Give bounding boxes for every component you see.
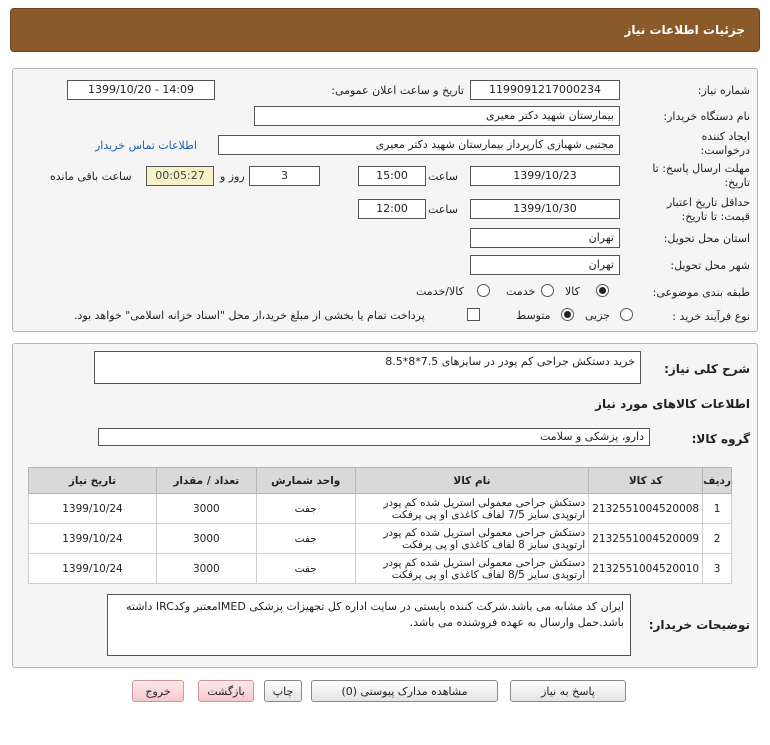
col-code-header: کد کالا: [589, 468, 703, 494]
goods-table-header: [29, 468, 732, 494]
remaining-time-field: 00:05:27: [146, 166, 214, 186]
city-label: شهر محل تحویل:: [670, 259, 750, 272]
print-button[interactable]: چاپ: [264, 680, 302, 702]
process-radio-minor[interactable]: [620, 308, 633, 321]
contact-buyer-link[interactable]: اطلاعات تماس خریدار: [95, 139, 197, 152]
buyer-notes-label: توضیحات خریدار:: [648, 618, 750, 632]
validity-date-field: 1399/10/30: [470, 199, 620, 219]
creator-label: ایجاد کننده درخواست:: [700, 130, 750, 157]
days-label: روز و: [220, 170, 245, 183]
col-qty-header: تعداد / مقدار: [156, 468, 256, 494]
validity-label: حداقل تاریخ اعتبار قیمت: تا تاریخ:: [666, 196, 750, 223]
reply-time-label: ساعت: [428, 170, 458, 183]
table-row: [29, 524, 732, 554]
category-label: طبقه بندی موضوعی:: [652, 286, 750, 299]
need-date: 1399/10/24: [29, 524, 157, 554]
col-name-header: نام کالا: [355, 468, 588, 494]
goods-name: دستکش جراحی معمولی استریل شده کم پودر ارتوپدی سایز 8 لفاف کاغذی او پی پرفکت: [355, 524, 588, 554]
buyer-org-field: بیمارستان شهید دکتر معیری: [254, 106, 620, 126]
buyer-org-label: نام دستگاه خریدار:: [663, 110, 750, 123]
row-index: 3: [703, 554, 732, 584]
reply-deadline-label: مهلت ارسال پاسخ: تا تاریخ:: [652, 162, 750, 189]
reply-date-field: 1399/10/23: [470, 166, 620, 186]
need-date: 1399/10/24: [29, 494, 157, 524]
city-field: تهران: [470, 255, 620, 275]
row-index: 1: [703, 494, 732, 524]
process-radio-medium[interactable]: [561, 308, 574, 321]
need-number-label: شماره نیاز:: [697, 84, 750, 97]
process-option-minor: جزیی: [585, 309, 611, 322]
reply-time-field: 15:00: [358, 166, 426, 186]
goods-info-title: اطلاعات کالاهای مورد نیاز: [595, 397, 750, 411]
category-radio-goods-service[interactable]: [477, 284, 490, 297]
process-label: نوع فرآیند خرید :: [672, 310, 750, 323]
attachments-button[interactable]: مشاهده مدارک پیوستی (0): [311, 680, 498, 702]
col-date-header: تاریخ نیاز: [29, 468, 157, 494]
need-number-field: 1199091217000234: [470, 80, 620, 100]
remaining-label: ساعت باقی مانده: [50, 170, 132, 183]
goods-name: دستکش جراحی معمولی استریل شده کم پودر ارتوپدی سایز 7/5 لفاف کاغذی او پی پرفکت: [355, 494, 588, 524]
back-button[interactable]: بازگشت: [198, 680, 254, 702]
need-date: 1399/10/24: [29, 554, 157, 584]
goods-unit: جفت: [256, 494, 355, 524]
row-index: 2: [703, 524, 732, 554]
col-unit-header: واحد شمارش: [256, 468, 355, 494]
goods-code: 2132551004520009: [589, 524, 703, 554]
goods-table: [28, 467, 732, 584]
category-option-goods: کالا: [565, 285, 580, 298]
general-desc-label: شرح کلی نیاز:: [664, 362, 750, 376]
table-row: [29, 494, 732, 524]
category-radio-goods[interactable]: [596, 284, 609, 297]
goods-unit: جفت: [256, 554, 355, 584]
reply-button[interactable]: پاسخ به نیاز: [510, 680, 626, 702]
province-field: تهران: [470, 228, 620, 248]
goods-qty: 3000: [156, 554, 256, 584]
goods-group-field: دارو، پزشکی و سلامت: [98, 428, 650, 446]
goods-qty: 3000: [156, 524, 256, 554]
process-option-medium: متوسط: [516, 309, 551, 322]
payment-note: پرداخت تمام یا بخشی از مبلغ خرید،از محل "اسناد خزانه اسلامی" خواهد بود.: [74, 309, 425, 322]
days-field: 3: [249, 166, 320, 186]
exit-button[interactable]: خروج: [132, 680, 184, 702]
page-title: جزئیات اطلاعات نیاز: [624, 23, 745, 37]
announce-field: 1399/10/20 - 14:09: [67, 80, 215, 100]
treasury-payment-checkbox[interactable]: [467, 308, 480, 321]
goods-qty: 3000: [156, 494, 256, 524]
col-row-header: ردیف: [703, 468, 732, 494]
validity-time-field: 12:00: [358, 199, 426, 219]
goods-group-label: گروه کالا:: [691, 432, 750, 446]
table-row: [29, 554, 732, 584]
goods-code: 2132551004520010: [589, 554, 703, 584]
category-radio-service[interactable]: [541, 284, 554, 297]
creator-field: مجتبی شهبازی کارپرداز بیمارستان شهید دکتر معیری: [218, 135, 620, 155]
province-label: استان محل تحویل:: [663, 232, 750, 245]
announce-label: تاریخ و ساعت اعلان عمومی:: [331, 84, 464, 97]
general-desc-field: خرید دستکش جراحی کم پودر در سایزهای 7.5*8*8.5: [94, 351, 641, 384]
goods-unit: جفت: [256, 524, 355, 554]
category-option-goods-service: کالا/خدمت: [416, 285, 464, 298]
category-option-service: خدمت: [506, 285, 536, 298]
goods-name: دستکش جراحی معمولی استریل شده کم پودر ارتوپدی سایز 8/5 لفاف کاغذی او پی پرفکت: [355, 554, 588, 584]
validity-time-label: ساعت: [428, 203, 458, 216]
buyer-notes-field: ایران کد مشابه می باشد.شرکت کننده بایستی در سایت اداره کل تجهیزات پزشکی IMEDمعتبر وکدIRC داشته باشد.حمل وارسال به عهده فروشنده می باشد.: [107, 594, 631, 656]
page-header: [10, 8, 760, 52]
goods-code: 2132551004520008: [589, 494, 703, 524]
